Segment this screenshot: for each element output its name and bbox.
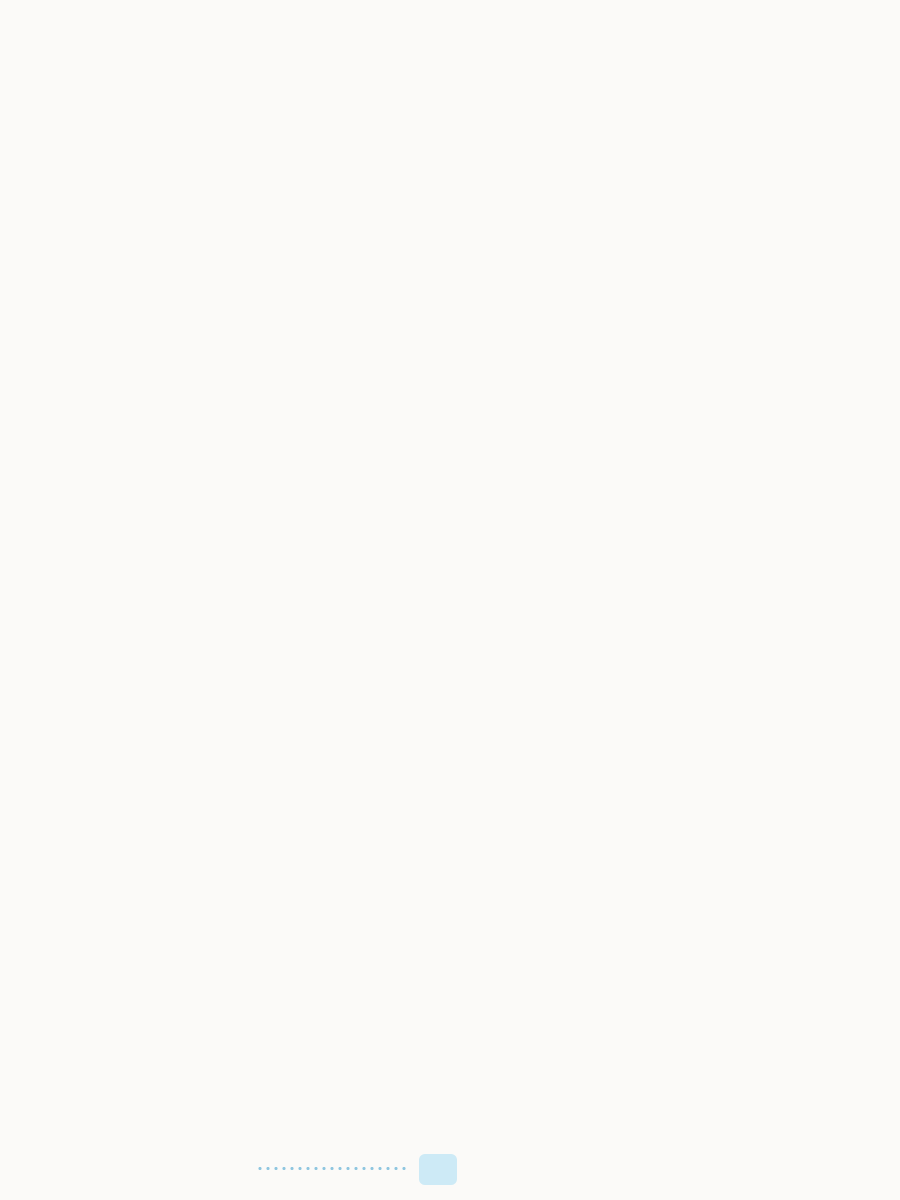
page-number-badge [419,1154,457,1185]
footer-dotted-line [258,1167,410,1170]
